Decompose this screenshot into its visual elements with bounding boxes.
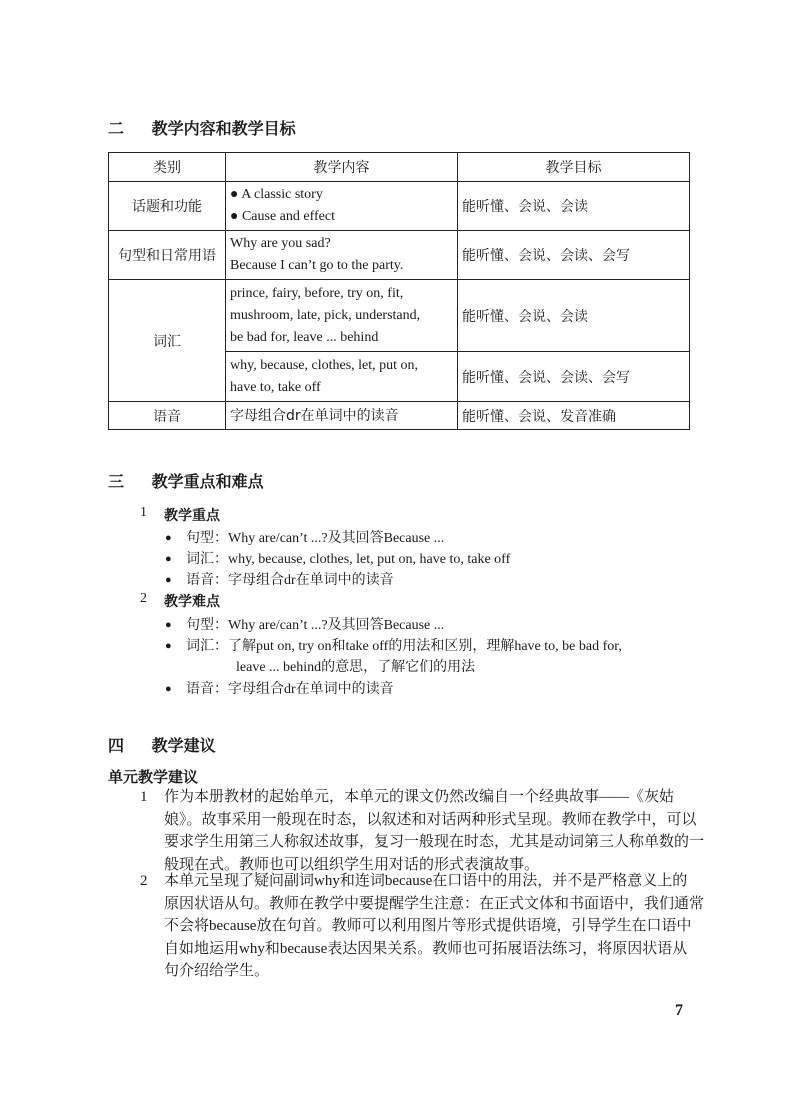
table-row [109, 280, 690, 352]
table-header-content: 教学内容 [226, 153, 458, 182]
group-number: 2 [140, 591, 147, 606]
table-cell-goal: 能听懂、会说、会读、会写 [458, 352, 690, 402]
paragraph-number: 2 [140, 873, 148, 889]
section-number: 二 [108, 119, 125, 138]
list-item: 语音：字母组合dr在单词中的读音 [186, 682, 394, 697]
section-2-heading [108, 116, 296, 139]
table-cell-goal: 能听懂、会说、会读 [458, 182, 690, 231]
bullet-icon: ● [165, 683, 172, 695]
paragraph: 作为本册教材的起始单元，本单元的课文仍然改编自一个经典故事——《灰姑 娘》。故事采用一般现在时态，以叙述和对话两种形式呈现。教师在教学中，可以 要求学生用第三人称叙述故事，复习一般现在时态，尤其是动词第三人称单数的一 般现在式。教师也可以组织学生用对话的形式表演故事。 [164, 789, 705, 873]
table-row [109, 231, 690, 280]
table-cell-content: 字母组合dr在单词中的读音 [226, 402, 458, 430]
table-header-row [109, 153, 690, 182]
group-title: 教学难点 [164, 594, 220, 610]
table-cell-goal: 能听懂、会说、会读、会写 [458, 231, 690, 280]
page-number: 7 [675, 1002, 683, 1019]
section-4-heading [108, 733, 216, 756]
list-item: 句型：Why are/can’t ...?及其回答Because ... [186, 618, 445, 633]
section-title: 教学重点和难点 [151, 472, 264, 491]
bullet-icon: ● [230, 209, 242, 224]
table-cell-category: 语音 [109, 402, 226, 430]
table-row [109, 182, 690, 231]
bullet-icon: ● [165, 640, 172, 652]
table-cell-content [226, 182, 458, 231]
table-cell-category: 话题和功能 [109, 182, 226, 231]
table-cell-content: prince, fairy, before, try on, fit, mushroom, late, pick, understand, be bad for, leave ... behind [226, 280, 458, 352]
list-item: 句型：Why are/can’t ...?及其回答Because ... [186, 531, 445, 546]
paragraph: 本单元呈现了疑问副词why和连词because在口语中的用法，并不是严格意义上的 原因状语从句。教师在教学中要提醒学生注意：在正式文体和书面语中，我们通常 不会将because放在句首。教师可以利用图片等形式提供语境，引导学生在口语中 自如地运用why和because表达因果关系。教师也可拓展语法练习，将原因状语从 句介绍给学生。 [164, 873, 705, 979]
table-header-goal: 教学目标 [458, 153, 690, 182]
paragraph-number: 1 [140, 789, 148, 805]
table-cell-category: 句型和日常用语 [109, 231, 226, 280]
section-title: 教学内容和教学目标 [151, 119, 296, 138]
section-number: 四 [108, 736, 125, 755]
table-cell-content: why, because, clothes, let, put on, have to, take off [226, 352, 458, 402]
section-3-heading [108, 469, 264, 492]
bullet-icon: ● [165, 619, 172, 631]
list-item-continuation: leave ... behind的意思，了解它们的用法 [236, 660, 476, 675]
content-goals-table [108, 152, 690, 430]
list-item: 语音：字母组合dr在单词中的读音 [186, 573, 394, 588]
bullet-icon: ● [230, 187, 242, 202]
bullet-icon: ● [165, 553, 172, 565]
bullet-icon: ● [165, 532, 172, 544]
table-cell-content: Why are you sad? Because I can’t go to the party. [226, 231, 458, 280]
section-number: 三 [108, 472, 125, 491]
table-cell-goal: 能听懂、会说、会读 [458, 280, 690, 352]
list-item: 词汇：why, because, clothes, let, put on, have to, take off [186, 552, 511, 567]
section-subtitle: 单元教学建议 [108, 768, 199, 786]
bullet-icon: ● [165, 574, 172, 586]
table-header-category: 类别 [109, 153, 226, 182]
list-item: ● A classic story [230, 187, 323, 202]
table-cell-category: 词汇 [109, 280, 226, 402]
list-item: ● Cause and effect [230, 209, 335, 224]
table-row [109, 402, 690, 430]
group-title: 教学重点 [164, 508, 220, 524]
list-item: 词汇：了解put on, try on和take off的用法和区别，理解have to, be bad for, [186, 639, 622, 654]
table-cell-goal: 能听懂、会说、发音准确 [458, 402, 690, 430]
section-title: 教学建议 [151, 736, 216, 755]
group-number: 1 [140, 505, 147, 520]
